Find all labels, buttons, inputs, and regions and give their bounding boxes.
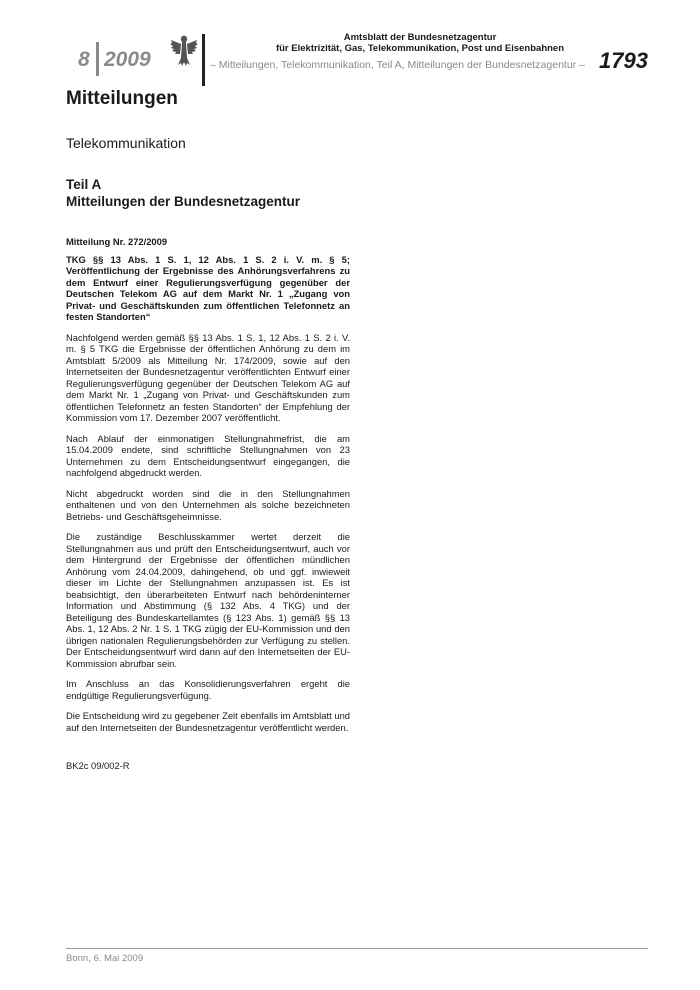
notice-number: Mitteilung Nr. 272/2009 <box>66 236 168 247</box>
page-number: 1793 <box>599 48 648 73</box>
paragraph: Im Anschluss an das Konsolidierungsverfahren ergeht die endgültige Regulierungsverfügung. <box>66 678 350 701</box>
part-heading <box>66 176 300 210</box>
paragraph: Nachfolgend werden gemäß §§ 13 Abs. 1 S. 1, 12 Abs. 1 S. 2 i. V. m. § 5 TKG die Ergebnisse der öffentlichen Anhörung zu dem im Amtsblatt 5/2009 als Mitteilung Nr. 174/2009, sowie auf den Internetseiten der Bundesnetzagentur veröffentlichten Entwurf einer Regulierungsverfügung gegenüber der Deutschen Telekom AG auf dem Markt Nr. 1 „Zugang von Privat- und Geschäftskunden zum öffentlichen Telefonnetz an festen Standorten“ der Empfehlung der Kommission vom 17. Dezember 2007 veröffentlicht. <box>66 331 350 423</box>
file-reference: BK2c 09/002-R <box>66 760 130 771</box>
issue-year: 2009 <box>104 48 151 71</box>
paragraph: Die zuständige Beschlusskammer wertet derzeit die Stellungnahmen aus und prüft den Entscheidungsentwurf, auch vor dem Hintergrund der Ergebnisse der öffentlichen mündlichen Anhörung vom 24.04.2009, dahingehend, ob und ggf. inwieweit dieser im Lichte der Stellungnahmen anzupassen ist. Es ist beabsichtigt, den überarbeiteten Entwurf nach behördeninterner Information und Abstimmung (§ 132 Abs. 4 TKG) und der Beteiligung des Bundeskartellamtes (§ 123 Abs. 1) gemäß §§ 13 Abs. 1, 12 Abs. 2 Nr. 1 S. 1 TKG zügig der EU-Kommission und den übrigen nationalen Regulierungsbehörden zur Verfügung zu stellen. Der Entscheidungsentwurf wird dann auf den Internetseiten der EU-Kommission abrufbar sein. <box>66 531 350 669</box>
notice-body <box>66 236 350 781</box>
section-title: Mitteilungen <box>66 88 178 109</box>
paragraph: Nach Ablauf der einmonatigen Stellungnahmefrist, die am 15.04.2009 endete, sind schriftliche Stellungnahmen von 23 Unternehmen zu dem Entscheidungsentwurf eingegangen, die nachfolgend abgedruckt werden. <box>66 432 350 478</box>
federal-eagle-icon <box>169 32 199 70</box>
footer-place-date: Bonn, 6. Mai 2009 <box>66 953 144 964</box>
brand-bar <box>202 34 205 86</box>
paragraph: Die Entscheidung wird zu gegebener Zeit ebenfalls im Amtsblatt und auf den Internetseiten der Bundesnetzagentur veröffentlicht werden. <box>66 710 350 733</box>
footer-divider <box>66 948 648 949</box>
part-label: Teil A <box>66 177 102 192</box>
paragraph: Nicht abgedruckt worden sind die in den Stellungnahmen enthaltenen und von den Unternehmen als solche bezeichneten Betriebs- und Geschäftsgeheimnisse. <box>66 487 350 522</box>
publication-subtitle: für Elektrizität, Gas, Telekommunikation, Post und Eisenbahnen <box>275 43 565 54</box>
publication-title: Amtsblatt der Bundesnetzagentur <box>343 32 497 43</box>
notice-headline: TKG §§ 13 Abs. 1 S. 1, 12 Abs. 1 S. 2 i. V. m. § 5; Veröffentlichung der Ergebnisse des Anhörungsverfahrens zu dem Entwurf einer Regulierungsverfügung gegenüber der Deutschen Telekom AG auf dem Markt Nr. 1 „Zugang von Privat- und Geschäftskunden zum öffentlichen Telefonnetz an festen Standorten“ <box>66 253 350 322</box>
section-path: – Mitteilungen, Telekommunikation, Teil A, Mitteilungen der Bundesnetzagentur – <box>210 59 585 71</box>
issue-separator <box>96 42 99 76</box>
issue-number: 8 <box>78 48 90 71</box>
subsection-title: Telekommunikation <box>66 135 186 151</box>
part-name: Mitteilungen der Bundesnetzagentur <box>66 194 301 209</box>
